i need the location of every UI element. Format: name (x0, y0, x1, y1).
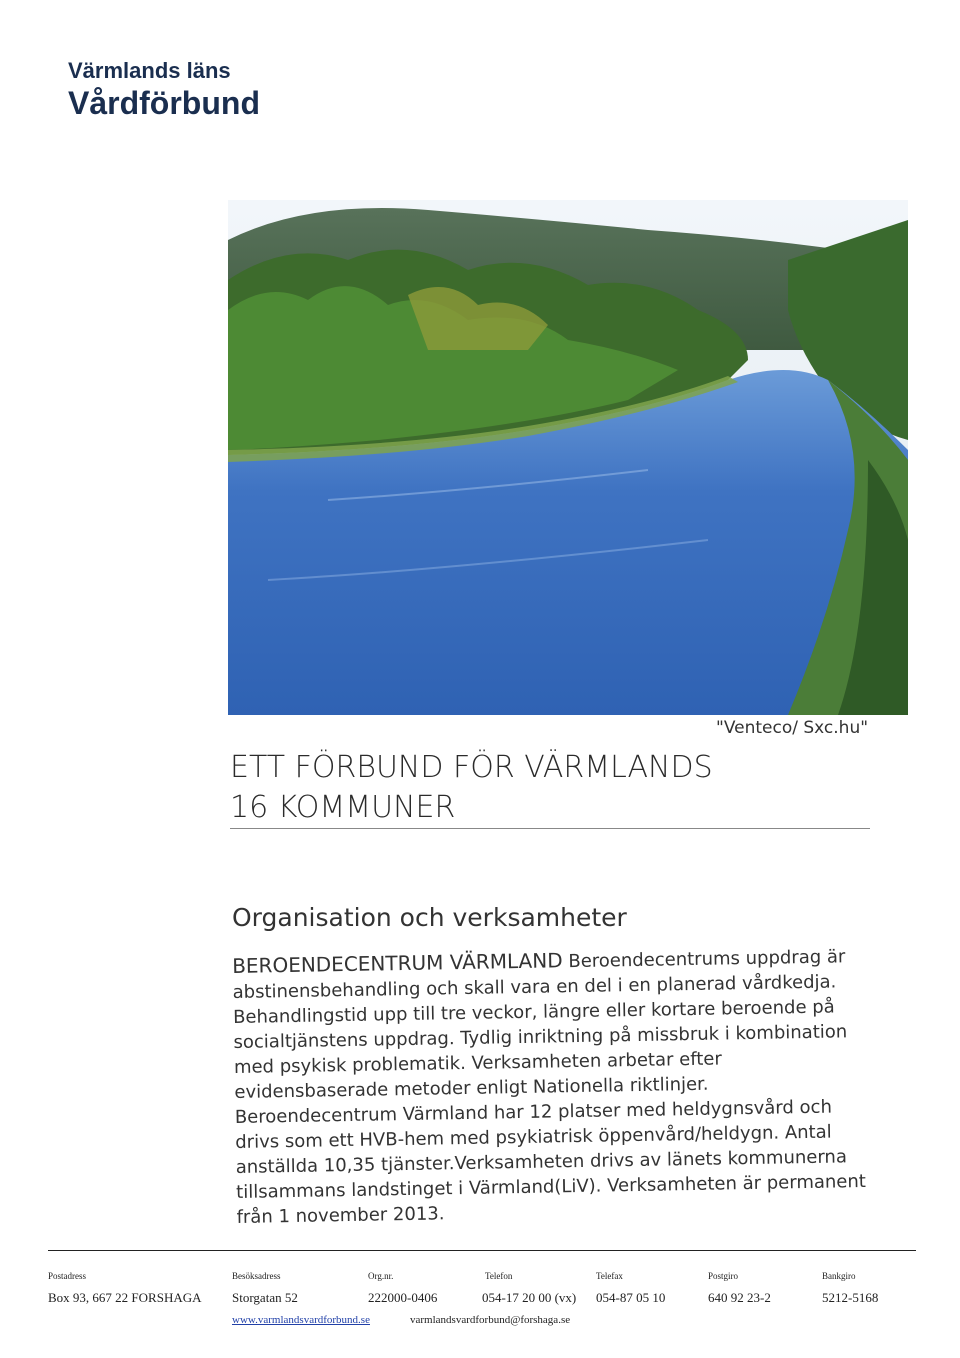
photo-credit: "Venteco/ Sxc.hu" (716, 718, 869, 738)
footer-bankgiro-label: Bankgiro (822, 1271, 856, 1281)
title-divider (230, 828, 870, 829)
footer-website-link[interactable]: www.varmlandsvardforbund.se (232, 1314, 370, 1326)
logo-line-1: Värmlands läns (68, 58, 231, 83)
river-landscape-photo (228, 200, 908, 715)
title-line-2: 16 KOMMUNER (230, 790, 456, 825)
footer-divider (48, 1250, 916, 1251)
section-body (232, 943, 877, 1230)
page-title (230, 748, 713, 828)
footer-telefax-label: Telefax (596, 1271, 623, 1281)
footer-email[interactable]: varmlandsvardforbund@forshaga.se (410, 1314, 571, 1326)
title-line-1: ETT FÖRBUND FÖR VÄRMLANDS (230, 750, 713, 785)
footer-besoksadress-label: Besöksadress (232, 1271, 281, 1281)
footer-postadress-label: Postadress (48, 1271, 86, 1281)
footer-besoksadress: Storgatan 52 (232, 1290, 298, 1305)
river-landscape-illustration (228, 200, 908, 715)
footer-orgnr: 222000-0406 (368, 1290, 438, 1305)
footer-bankgiro: 5212-5168 (822, 1290, 879, 1305)
org-name: BEROENDECENTRUM VÄRMLAND (232, 948, 563, 978)
footer-postgiro-label: Postgiro (708, 1271, 739, 1281)
footer-postadress: Box 93, 667 22 FORSHAGA (48, 1290, 202, 1305)
logo (68, 58, 260, 122)
footer-orgnr-label: Org.nr. (368, 1271, 394, 1281)
footer-postgiro: 640 92 23-2 (708, 1290, 771, 1305)
footer-telefon: 054-17 20 00 (vx) (482, 1290, 577, 1305)
footer-telefon-label: Telefon (485, 1271, 513, 1281)
section-heading: Organisation och verksamheter (232, 903, 627, 932)
footer-telefax: 054-87 05 10 (596, 1290, 666, 1305)
org-description: Beroendecentrums uppdrag är abstinensbehandling och skall vara en del i en planerad vårdkedja. Behandlingstid upp till tre veckor, längre eller kortare beroende på socialtjänstens uppdrag. Tydlig inriktning på missbruk i kombination med psykisk problematik. Verksamheten arbetar efter evidensbaserade metoder enligt Nationella riktlinjer. Beroendecentrum Värmland har 12 platser med heldygnsvård och drivs som ett HVB-hem med psykiatrisk öppenvård/heldygn. Antal anställda 10,35 tjänster.Verksamheten drivs av länets kommunerna tillsammans landstinget i Värmland(LiV). Verksamheten är permanent från 1 november 2013. (232, 946, 867, 1228)
logo-line-2: Vårdförbund (68, 85, 260, 121)
